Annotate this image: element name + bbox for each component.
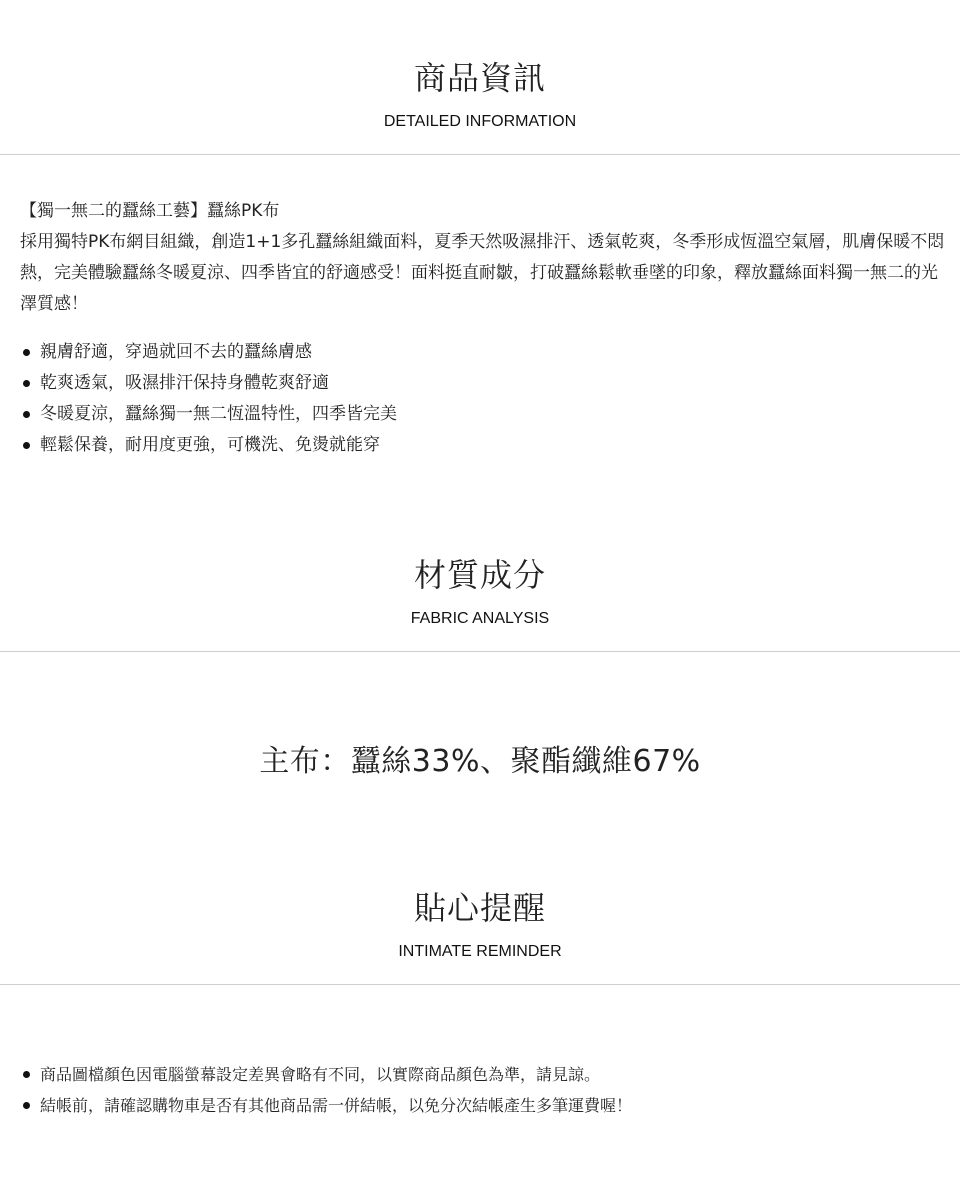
feature-text: 乾爽透氣，吸濕排汗保持身體乾爽舒適 [40, 373, 329, 393]
feature-text: 輕鬆保養，耐用度更強，可機洗、免燙就能穿 [40, 435, 380, 455]
fabric-analysis-divider [0, 651, 960, 652]
list-item [20, 1059, 950, 1090]
list-item [20, 1090, 950, 1121]
reminder-header [0, 888, 960, 962]
product-paragraph: 採用獨特PK布網目組織，創造1+1多孔蠶絲組織面料，夏季天然吸濕排汗、透氣乾爽，冬季形成恆溫空氣層，肌膚保暖不悶熱，完美體驗蠶絲冬暖夏涼、四季皆宜的舒適感受！面料挺直耐皺，打破蠶絲鬆軟垂墜的印象，釋放蠶絲面料獨一無二的光澤質感！ [20, 232, 945, 314]
product-description [20, 196, 950, 320]
reminder-title: 貼心提醒 [413, 889, 546, 927]
bullet-icon [23, 1102, 30, 1109]
detailed-info-subtitle: DETAILED INFORMATION [383, 113, 577, 130]
list-item [20, 337, 950, 368]
fabric-analysis-subtitle: FABRIC ANALYSIS [410, 610, 550, 627]
bullet-icon [23, 442, 30, 449]
feature-text: 親膚舒適，穿過就回不去的蠶絲膚感 [40, 342, 312, 362]
bullet-icon [23, 1071, 30, 1078]
fabric-analysis-header [0, 555, 960, 629]
reminder-text: 商品圖檔顏色因電腦螢幕設定差異會略有不同，以實際商品顏色為準，請見諒。 [40, 1065, 601, 1084]
fabric-analysis-title: 材質成分 [413, 556, 546, 594]
bullet-icon [23, 349, 30, 356]
bullet-icon [23, 411, 30, 418]
reminder-text: 結帳前，請確認購物車是否有其他商品需一併結帳，以免分次結帳產生多筆運費喔！ [40, 1096, 633, 1115]
reminder-subtitle: INTIMATE REMINDER [398, 943, 562, 960]
fabric-composition: 主布：蠶絲33%、聚酯纖維67% [259, 744, 701, 779]
bullet-icon [23, 380, 30, 387]
feature-text: 冬暖夏涼，蠶絲獨一無二恆溫特性，四季皆完美 [40, 404, 397, 424]
detailed-info-title: 商品資訊 [413, 59, 546, 97]
list-item [20, 368, 950, 399]
feature-list [20, 337, 950, 461]
reminder-divider [0, 984, 960, 985]
detailed-info-divider [0, 154, 960, 155]
reminder-list [20, 1059, 950, 1121]
list-item [20, 399, 950, 430]
detailed-info-header [0, 58, 960, 132]
list-item [20, 430, 950, 461]
product-headline: 【獨一無二的蠶絲工藝】蠶絲PK布 [20, 201, 280, 221]
